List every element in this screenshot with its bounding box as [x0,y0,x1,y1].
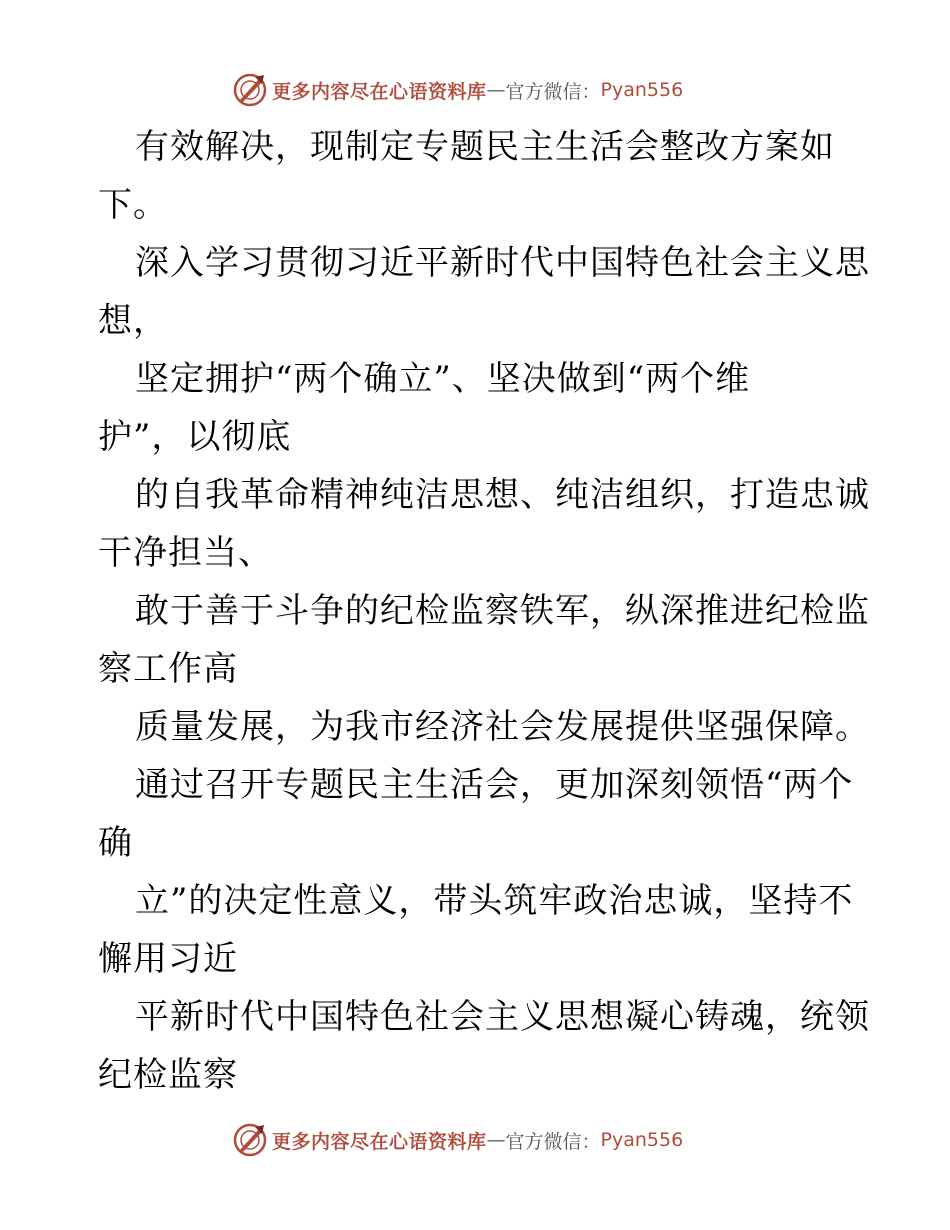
body-line: 的自我革命精神纯洁思想、纯洁组织，打造忠诚 [135,475,870,515]
watermark-wechat-id: Pyan556 [600,1129,684,1151]
body-line: 质量发展，为我市经济社会发展提供坚强保障。 [135,707,870,747]
watermark-site-text: 更多内容尽在心语资料库 [272,80,487,103]
body-line: 确 [98,823,133,863]
body-line: 察工作高 [98,649,238,689]
body-line: 平新时代中国特色社会主义思想凝心铸魂，统领 [135,997,870,1037]
watermark-dash: — [486,79,506,101]
watermark-wechat-label: 官方微信： [505,80,601,103]
watermark-dash: — [486,1129,506,1151]
watermark-wechat-id: Pyan556 [600,79,684,101]
watermark-site-text: 更多内容尽在心语资料库 [272,1130,487,1153]
body-line: 干净担当、 [98,533,273,573]
body-line: 敢于善于斗争的纪检监察铁军，纵深推进纪检监 [135,591,870,631]
body-line: 护”，以彻底 [98,417,292,457]
body-line: 有效解决，现制定专题民主生活会整改方案如 [135,127,835,167]
watermark-wechat-label: 官方微信： [505,1130,601,1153]
body-line: 想， [98,301,168,341]
footer-watermark [233,1120,683,1160]
body-line: 深入学习贯彻习近平新时代中国特色社会主义思 [135,243,870,283]
body-line: 纪检监察 [98,1055,238,1095]
quill-logo-icon [233,1123,267,1157]
body-line: 下。 [98,185,168,225]
body-line: 懈用习近 [98,939,238,979]
body-line: 立”的决定性意义，带头筑牢政治忠诚，坚持不 [135,881,854,921]
body-line: 通过召开专题民主生活会，更加深刻领悟“两个 [135,765,854,805]
quill-logo-icon [233,73,267,107]
body-line: 坚定拥护“两个确立”、坚决做到“两个维 [135,359,751,399]
header-watermark [233,70,683,110]
